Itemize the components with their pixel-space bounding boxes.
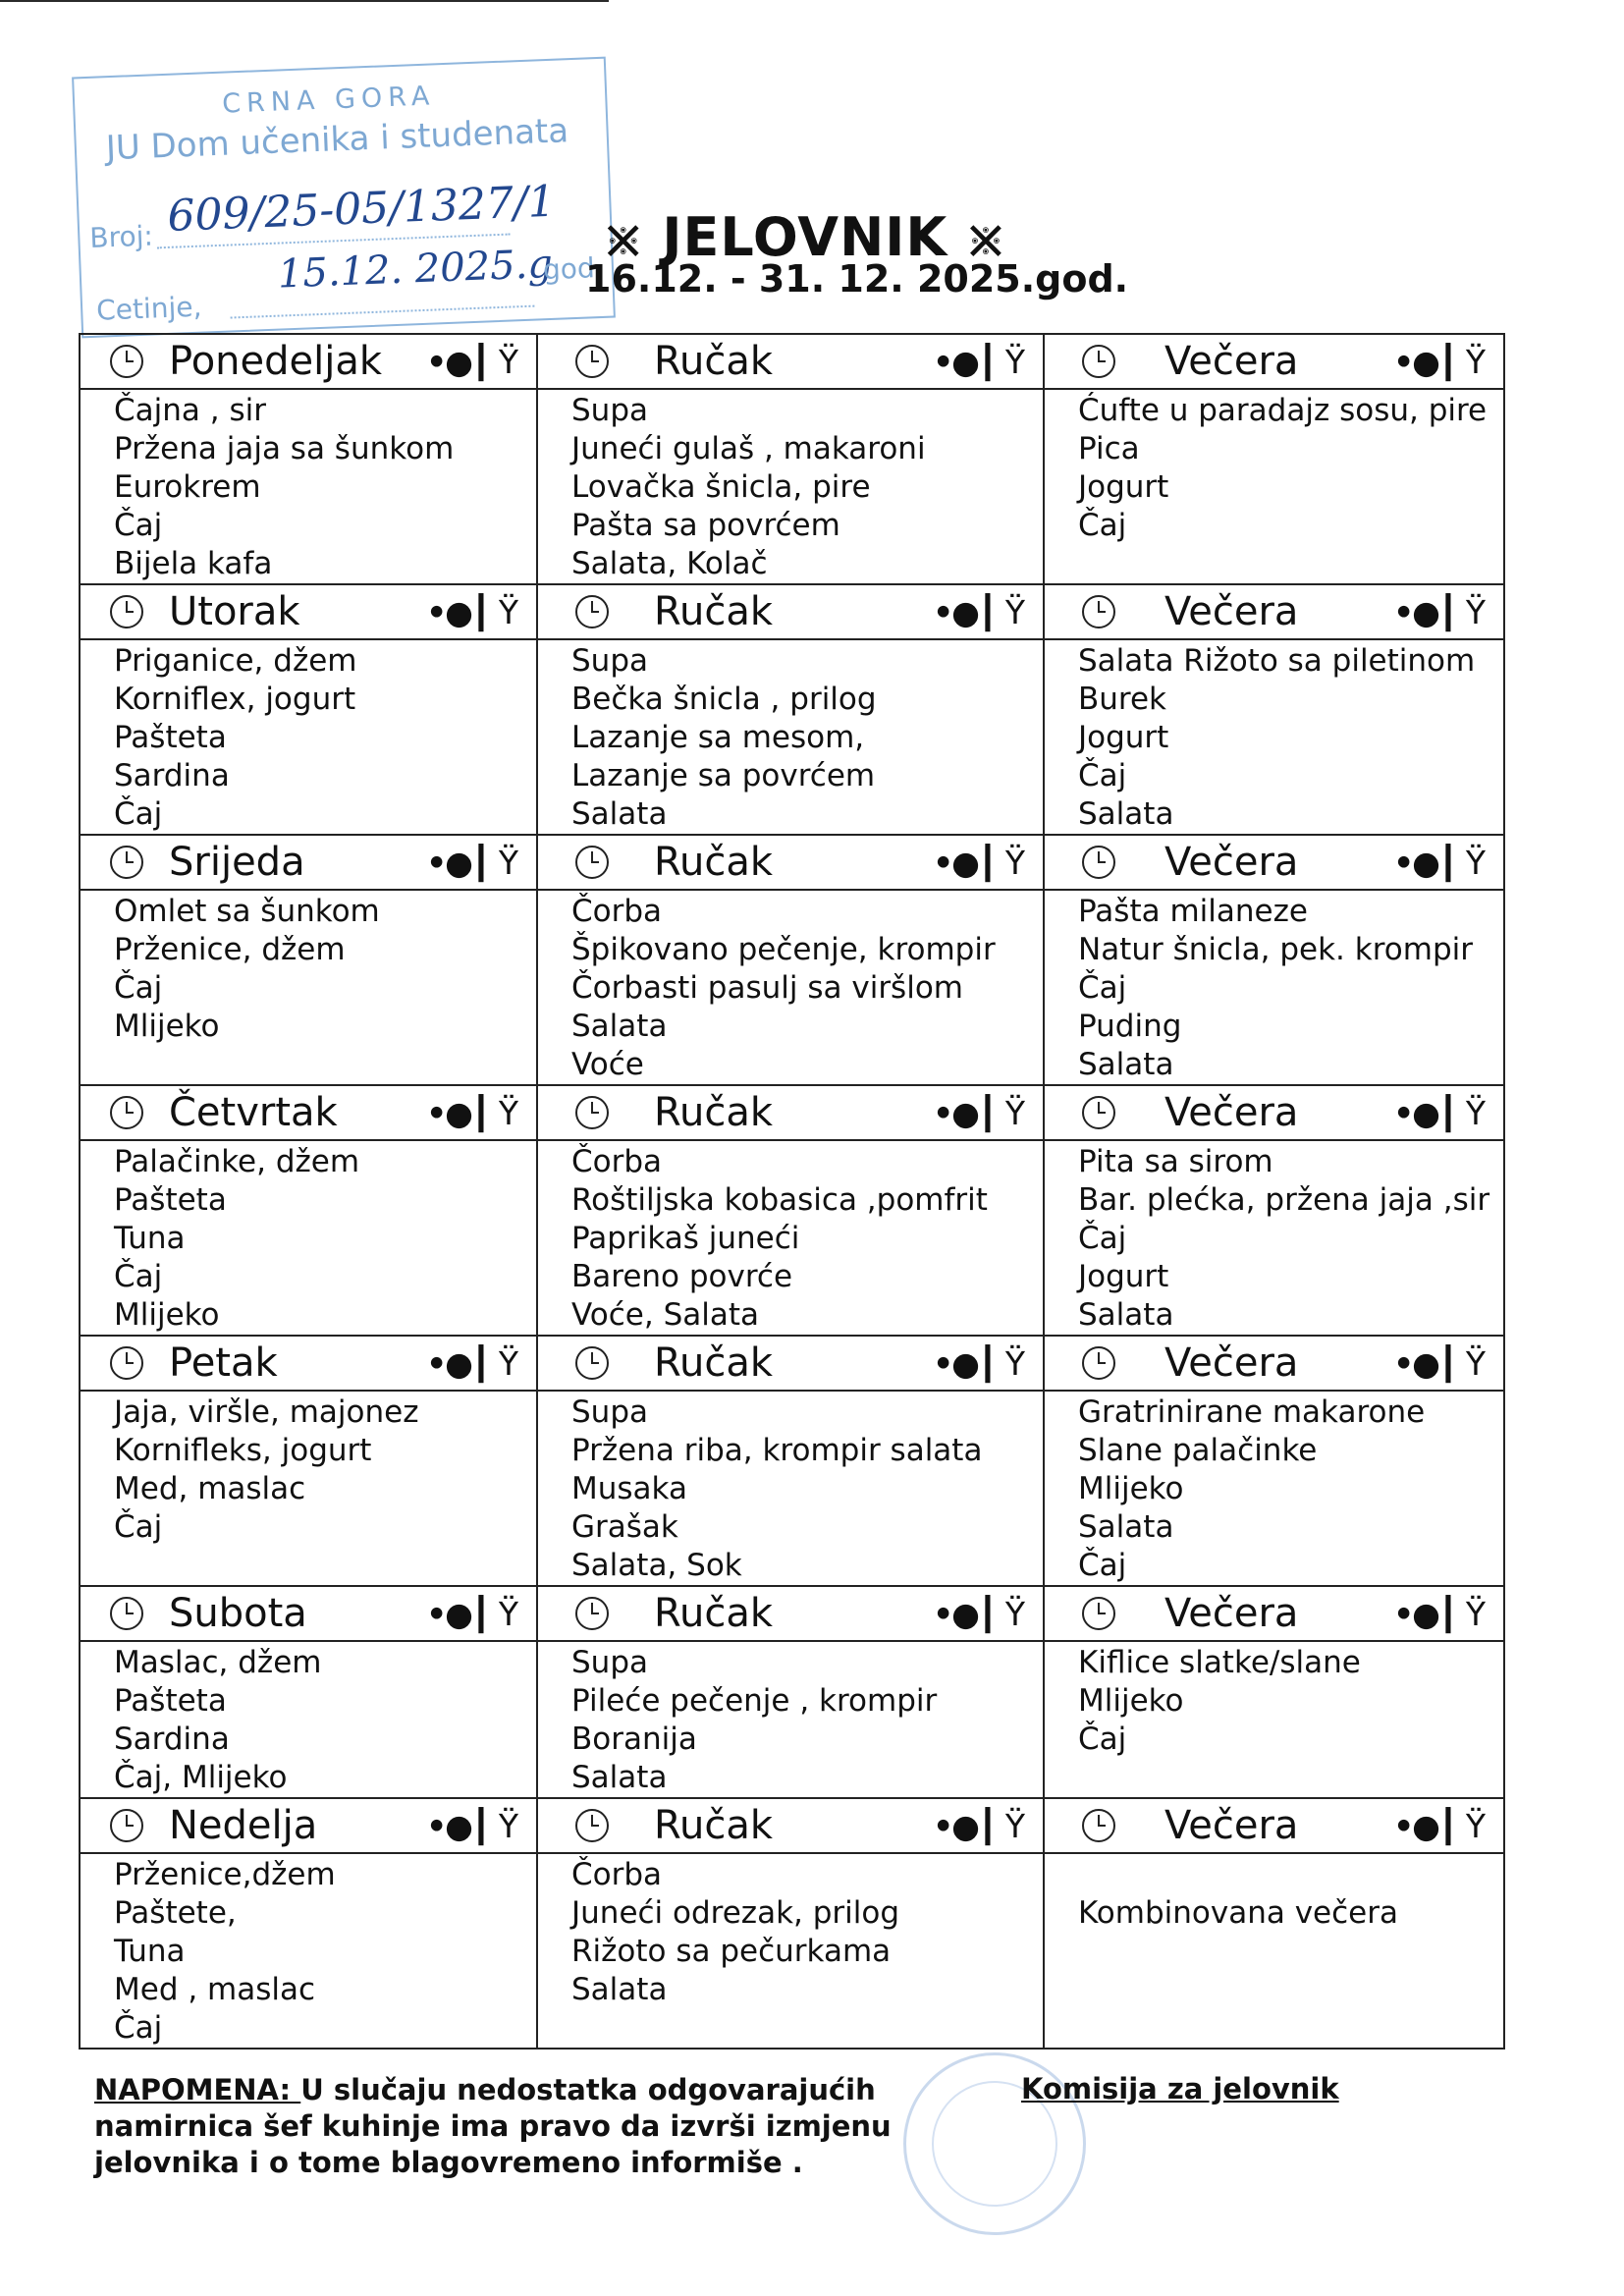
- breakfast-item: Čaj: [114, 508, 163, 543]
- header-cell: [1044, 1586, 1504, 1641]
- header-cell: [537, 1085, 1044, 1140]
- breakfast-item: Maslac, džem: [114, 1645, 322, 1680]
- lunch-item: Rižoto sa pečurkama: [571, 1934, 892, 1969]
- day-items-row: [80, 389, 1504, 584]
- dinner-item: Puding: [1078, 1009, 1182, 1044]
- breakfast-item: Čaj: [114, 1509, 163, 1545]
- dinner-label: Večera: [1164, 840, 1299, 885]
- breakfast-item: Sardina: [114, 1722, 230, 1757]
- clock-icon: [110, 846, 143, 879]
- glass-icon: Ÿ: [1004, 1806, 1025, 1845]
- dinner-item: Pica: [1078, 431, 1140, 466]
- note-text: U slučaju nedostatka odgovarajućih namirnica šef kuhinje ima pravo da izvrši izmjenu jelovnika i o tome blagovremeno informiše .: [94, 2073, 892, 2179]
- clock-icon: [575, 846, 609, 879]
- plate-cutlery-icon: •●┃: [933, 342, 996, 381]
- plate-cutlery-icon: •●┃: [426, 342, 489, 381]
- lunch-item: Supa: [571, 393, 648, 428]
- header-cell: [537, 1336, 1044, 1391]
- breakfast-item: Mlijeko: [114, 1297, 220, 1333]
- lunch-item: Supa: [571, 1394, 648, 1430]
- glass-icon: Ÿ: [498, 342, 518, 381]
- stamp-date-handwritten: 15.12. 2025.g: [277, 241, 554, 298]
- dinner-item: Slane palačinke: [1078, 1433, 1318, 1468]
- plate-cutlery-icon: •●┃: [933, 843, 996, 882]
- breakfast-item: Omlet sa šunkom: [114, 894, 380, 929]
- header-cell: [1044, 334, 1504, 389]
- breakfast-cell: [80, 1853, 537, 2049]
- breakfast-item: Korniflex, jogurt: [114, 682, 356, 717]
- lunch-item: Čorba: [571, 894, 663, 929]
- plate-cutlery-icon: •●┃: [426, 843, 489, 882]
- glass-icon: Ÿ: [1465, 1093, 1486, 1132]
- lunch-cell: [537, 389, 1044, 584]
- stamp-god-suffix: god.: [542, 250, 605, 287]
- day-name: Ponedeljak: [169, 339, 383, 384]
- dinner-item: Mlijeko: [1078, 1683, 1184, 1719]
- plate-cutlery-icon: •●┃: [933, 592, 996, 631]
- dinner-item: Jogurt: [1078, 720, 1169, 755]
- dinner-cell: [1044, 1140, 1504, 1336]
- lunch-item: Čorba: [571, 1857, 663, 1892]
- header-cell: [537, 584, 1044, 639]
- breakfast-cell: [80, 389, 537, 584]
- dinner-item: Salata Rižoto sa piletinom: [1078, 643, 1476, 679]
- glass-icon: Ÿ: [1465, 592, 1486, 631]
- title-text: JELOVNIK: [662, 206, 948, 268]
- dinner-item: Salata: [1078, 1297, 1174, 1333]
- dinner-label: Večera: [1164, 339, 1299, 384]
- dinner-cell: [1044, 389, 1504, 584]
- clock-icon: [575, 1809, 609, 1842]
- committee-signature: Komisija za jelovnik: [1021, 2072, 1339, 2105]
- dinner-cell: [1044, 890, 1504, 1085]
- lunch-item: Pržena riba, krompir salata: [571, 1433, 983, 1468]
- clock-icon: [1082, 1346, 1115, 1380]
- glass-icon: Ÿ: [498, 1806, 518, 1845]
- ornament-left-icon: ྿: [607, 216, 641, 266]
- day-items-row: [80, 1391, 1504, 1586]
- day-name: Utorak: [169, 589, 300, 634]
- dinner-cell: [1044, 1641, 1504, 1798]
- clock-icon: [1082, 595, 1115, 629]
- plate-cutlery-icon: •●┃: [933, 1806, 996, 1845]
- dinner-label: Večera: [1164, 1340, 1299, 1386]
- lunch-label: Ručak: [654, 1803, 774, 1848]
- dinner-item: Čaj: [1078, 508, 1127, 543]
- lunch-item: Salata: [571, 1972, 668, 2007]
- note: [94, 2072, 909, 2181]
- dinner-item: Kiflice slatke/slane: [1078, 1645, 1361, 1680]
- dinner-item: Mlijeko: [1078, 1471, 1184, 1506]
- dinner-item: Čaj: [1078, 758, 1127, 793]
- plate-cutlery-icon: •●┃: [1393, 843, 1456, 882]
- glass-icon: Ÿ: [1004, 1093, 1025, 1132]
- breakfast-item: Tuna: [114, 1934, 186, 1969]
- lunch-item: Pašta sa povrćem: [571, 508, 840, 543]
- dinner-item: Ćufte u paradajz sosu, pire: [1078, 393, 1488, 428]
- lunch-label: Ručak: [654, 1591, 774, 1636]
- day-items-row: [80, 1140, 1504, 1336]
- plate-cutlery-icon: •●┃: [426, 1594, 489, 1633]
- plate-cutlery-icon: •●┃: [1393, 592, 1456, 631]
- lunch-item: Supa: [571, 1645, 648, 1680]
- breakfast-item: Jaja, viršle, majonez: [114, 1394, 419, 1430]
- breakfast-item: Čaj, Mlijeko: [114, 1760, 288, 1795]
- breakfast-item: Pašteta: [114, 1182, 227, 1218]
- header-cell: [80, 835, 537, 890]
- breakfast-item: Čajna , sir: [114, 393, 266, 428]
- plate-cutlery-icon: •●┃: [1393, 342, 1456, 381]
- lunch-item: Salata: [571, 1009, 668, 1044]
- breakfast-item: Pašteta: [114, 1683, 227, 1719]
- breakfast-cell: [80, 639, 537, 835]
- ornament-right-icon: ྿: [969, 216, 1003, 266]
- glass-icon: Ÿ: [1465, 843, 1486, 882]
- clock-icon: [1082, 1096, 1115, 1129]
- header-cell: [1044, 1798, 1504, 1853]
- header-cell: [537, 1798, 1044, 1853]
- breakfast-item: Palačinke, džem: [114, 1144, 360, 1179]
- dinner-item: Čaj: [1078, 1722, 1127, 1757]
- dinner-item: Salata: [1078, 1047, 1174, 1082]
- stamp-date-line: [231, 305, 535, 319]
- day-items-row: [80, 1853, 1504, 2049]
- lunch-item: Grašak: [571, 1509, 678, 1545]
- breakfast-item: Pržena jaja sa šunkom: [114, 431, 455, 466]
- day-name: Srijeda: [169, 840, 305, 885]
- clock-icon: [110, 1597, 143, 1630]
- dinner-label: Večera: [1164, 589, 1299, 634]
- clock-icon: [1082, 1597, 1115, 1630]
- dinner-item: Burek: [1078, 682, 1167, 717]
- glass-icon: Ÿ: [498, 592, 518, 631]
- lunch-item: Salata: [571, 796, 668, 832]
- clock-icon: [1082, 846, 1115, 879]
- day-header-row: [80, 835, 1504, 890]
- day-header-row: [80, 1798, 1504, 1853]
- lunch-cell: [537, 1391, 1044, 1586]
- day-items-row: [80, 639, 1504, 835]
- glass-icon: Ÿ: [1004, 592, 1025, 631]
- stamp-country: CRNA GORA: [221, 81, 436, 120]
- breakfast-item: Čaj: [114, 1259, 163, 1294]
- day-items-row: [80, 1641, 1504, 1798]
- lunch-item: Salata, Kolač: [571, 546, 768, 581]
- header-cell: [80, 1798, 537, 1853]
- dinner-cell: [1044, 639, 1504, 835]
- clock-icon: [1082, 1809, 1115, 1842]
- dinner-item: Pašta milaneze: [1078, 894, 1308, 929]
- breakfast-item: Priganice, džem: [114, 643, 357, 679]
- lunch-item: Bečka šnicla , prilog: [571, 682, 877, 717]
- lunch-item: Supa: [571, 643, 648, 679]
- clock-icon: [575, 1597, 609, 1630]
- lunch-label: Ručak: [654, 1090, 774, 1135]
- lunch-label: Ručak: [654, 1340, 774, 1386]
- header-cell: [1044, 584, 1504, 639]
- breakfast-item: Eurokrem: [114, 469, 261, 505]
- header-cell: [537, 334, 1044, 389]
- clock-icon: [110, 1096, 143, 1129]
- stamp-broj-handwritten: 609/25-05/1327/1: [166, 176, 557, 242]
- lunch-item: Čorbasti pasulj sa viršlom: [571, 970, 963, 1006]
- header-cell: [80, 584, 537, 639]
- breakfast-cell: [80, 1140, 537, 1336]
- dinner-item: Čaj: [1078, 1548, 1127, 1583]
- lunch-item: Voće, Salata: [571, 1297, 760, 1333]
- dinner-item: Salata: [1078, 1509, 1174, 1545]
- header-cell: [1044, 1085, 1504, 1140]
- breakfast-item: Bijela kafa: [114, 546, 273, 581]
- lunch-label: Ručak: [654, 339, 774, 384]
- lunch-item: Juneći odrezak, prilog: [571, 1895, 900, 1931]
- day-name: Četvrtak: [169, 1090, 338, 1135]
- menu-table: [79, 333, 1505, 2050]
- clock-icon: [110, 595, 143, 629]
- lunch-item: Boranija: [571, 1722, 697, 1757]
- date-range: 16.12. - 31. 12. 2025.god.: [585, 257, 1129, 301]
- day-name: Subota: [169, 1591, 307, 1636]
- plate-cutlery-icon: •●┃: [1393, 1093, 1456, 1132]
- breakfast-item: Sardina: [114, 758, 230, 793]
- lunch-cell: [537, 1140, 1044, 1336]
- breakfast-item: Čaj: [114, 970, 163, 1006]
- lunch-item: Salata, Sok: [571, 1548, 742, 1583]
- lunch-item: Roštiljska kobasica ,pomfrit: [571, 1182, 988, 1218]
- day-name: Petak: [169, 1340, 278, 1386]
- clock-icon: [110, 1346, 143, 1380]
- lunch-cell: [537, 890, 1044, 1085]
- dinner-item: Jogurt: [1078, 1259, 1169, 1294]
- lunch-item: Lazanje sa mesom,: [571, 720, 865, 755]
- lunch-label: Ručak: [654, 589, 774, 634]
- day-header-row: [80, 334, 1504, 389]
- glass-icon: Ÿ: [1004, 1343, 1025, 1383]
- glass-icon: Ÿ: [1465, 1806, 1486, 1845]
- lunch-item: Paprikaš juneći: [571, 1221, 800, 1256]
- dinner-item: Pita sa sirom: [1078, 1144, 1273, 1179]
- breakfast-item: Pašteta: [114, 720, 227, 755]
- day-header-row: [80, 584, 1504, 639]
- breakfast-item: Tuna: [114, 1221, 186, 1256]
- dinner-item: Salata: [1078, 796, 1174, 832]
- lunch-item: Musaka: [571, 1471, 687, 1506]
- breakfast-item: Prženice,džem: [114, 1857, 336, 1892]
- dinner-item: Natur šnicla, pek. krompir: [1078, 932, 1473, 967]
- clock-icon: [1082, 345, 1115, 378]
- clock-icon: [110, 1809, 143, 1842]
- top-rule: [0, 0, 609, 2]
- breakfast-item: Čaj: [114, 2010, 163, 2046]
- clock-icon: [575, 595, 609, 629]
- plate-cutlery-icon: •●┃: [933, 1343, 996, 1383]
- stamp-institution: JU Dom učenika i studenata: [105, 111, 569, 169]
- breakfast-item: Med , maslac: [114, 1972, 316, 2007]
- header-cell: [537, 835, 1044, 890]
- lunch-item: Bareno povrće: [571, 1259, 793, 1294]
- glass-icon: Ÿ: [1465, 1343, 1486, 1383]
- plate-cutlery-icon: •●┃: [426, 1343, 489, 1383]
- dinner-label: Večera: [1164, 1090, 1299, 1135]
- lunch-cell: [537, 1641, 1044, 1798]
- plate-cutlery-icon: •●┃: [426, 1806, 489, 1845]
- stamp-city-label: Cetinje,: [95, 290, 202, 327]
- clock-icon: [575, 1096, 609, 1129]
- lunch-item: Lovačka šnicla, pire: [571, 469, 871, 505]
- day-items-row: [80, 890, 1504, 1085]
- note-label: NAPOMENA:: [94, 2073, 301, 2106]
- plate-cutlery-icon: •●┃: [1393, 1806, 1456, 1845]
- lunch-item: Pileće pečenje , krompir: [571, 1683, 938, 1719]
- glass-icon: Ÿ: [1004, 843, 1025, 882]
- header-cell: [80, 1586, 537, 1641]
- clock-icon: [575, 1346, 609, 1380]
- plate-cutlery-icon: •●┃: [933, 1594, 996, 1633]
- dinner-label: Večera: [1164, 1803, 1299, 1848]
- lunch-item: Voće: [571, 1047, 644, 1082]
- header-cell: [1044, 1336, 1504, 1391]
- dinner-item: Čaj: [1078, 970, 1127, 1006]
- glass-icon: Ÿ: [1465, 1594, 1486, 1633]
- glass-icon: Ÿ: [498, 843, 518, 882]
- plate-cutlery-icon: •●┃: [933, 1093, 996, 1132]
- clock-icon: [575, 345, 609, 378]
- breakfast-item: Med, maslac: [114, 1471, 306, 1506]
- glass-icon: Ÿ: [498, 1093, 518, 1132]
- dinner-label: Večera: [1164, 1591, 1299, 1636]
- day-header-row: [80, 1336, 1504, 1391]
- plate-cutlery-icon: •●┃: [426, 1093, 489, 1132]
- lunch-item: Lazanje sa povrćem: [571, 758, 876, 793]
- lunch-cell: [537, 639, 1044, 835]
- dinner-item: Kombinovana večera: [1078, 1895, 1398, 1931]
- breakfast-item: Prženice, džem: [114, 932, 346, 967]
- header-cell: [80, 1085, 537, 1140]
- dinner-item: Jogurt: [1078, 469, 1169, 505]
- breakfast-item: Čaj: [114, 796, 163, 832]
- day-header-row: [80, 1085, 1504, 1140]
- plate-cutlery-icon: •●┃: [1393, 1594, 1456, 1633]
- breakfast-cell: [80, 1391, 537, 1586]
- dinner-item: Bar. plećka, pržena jaja ,sir: [1078, 1182, 1490, 1218]
- day-name: Nedelja: [169, 1803, 318, 1848]
- glass-icon: Ÿ: [498, 1343, 518, 1383]
- lunch-item: Špikovano pečenje, krompir: [571, 932, 996, 967]
- glass-icon: Ÿ: [1004, 1594, 1025, 1633]
- breakfast-cell: [80, 890, 537, 1085]
- day-header-row: [80, 1586, 1504, 1641]
- stamp-broj-label: Broj:: [88, 219, 154, 254]
- header-cell: [80, 334, 537, 389]
- lunch-item: Čorba: [571, 1144, 663, 1179]
- dinner-cell: [1044, 1391, 1504, 1586]
- lunch-item: Juneći gulaš , makaroni: [571, 431, 926, 466]
- dinner-item: Gratrinirane makarone: [1078, 1394, 1426, 1430]
- dinner-cell: [1044, 1853, 1504, 2049]
- breakfast-item: Paštete,: [114, 1895, 237, 1931]
- lunch-cell: [537, 1853, 1044, 2049]
- glass-icon: Ÿ: [498, 1594, 518, 1633]
- dinner-item: [1078, 1856, 1503, 1894]
- clock-icon: [110, 345, 143, 378]
- registration-stamp: [72, 57, 616, 339]
- plate-cutlery-icon: •●┃: [1393, 1343, 1456, 1383]
- header-cell: [537, 1586, 1044, 1641]
- breakfast-item: Kornifleks, jogurt: [114, 1433, 372, 1468]
- plate-cutlery-icon: •●┃: [426, 592, 489, 631]
- glass-icon: Ÿ: [1465, 342, 1486, 381]
- header-cell: [1044, 835, 1504, 890]
- lunch-label: Ručak: [654, 840, 774, 885]
- breakfast-cell: [80, 1641, 537, 1798]
- breakfast-item: Mlijeko: [114, 1009, 220, 1044]
- header-cell: [80, 1336, 537, 1391]
- lunch-item: Salata: [571, 1760, 668, 1795]
- glass-icon: Ÿ: [1004, 342, 1025, 381]
- dinner-item: Čaj: [1078, 1221, 1127, 1256]
